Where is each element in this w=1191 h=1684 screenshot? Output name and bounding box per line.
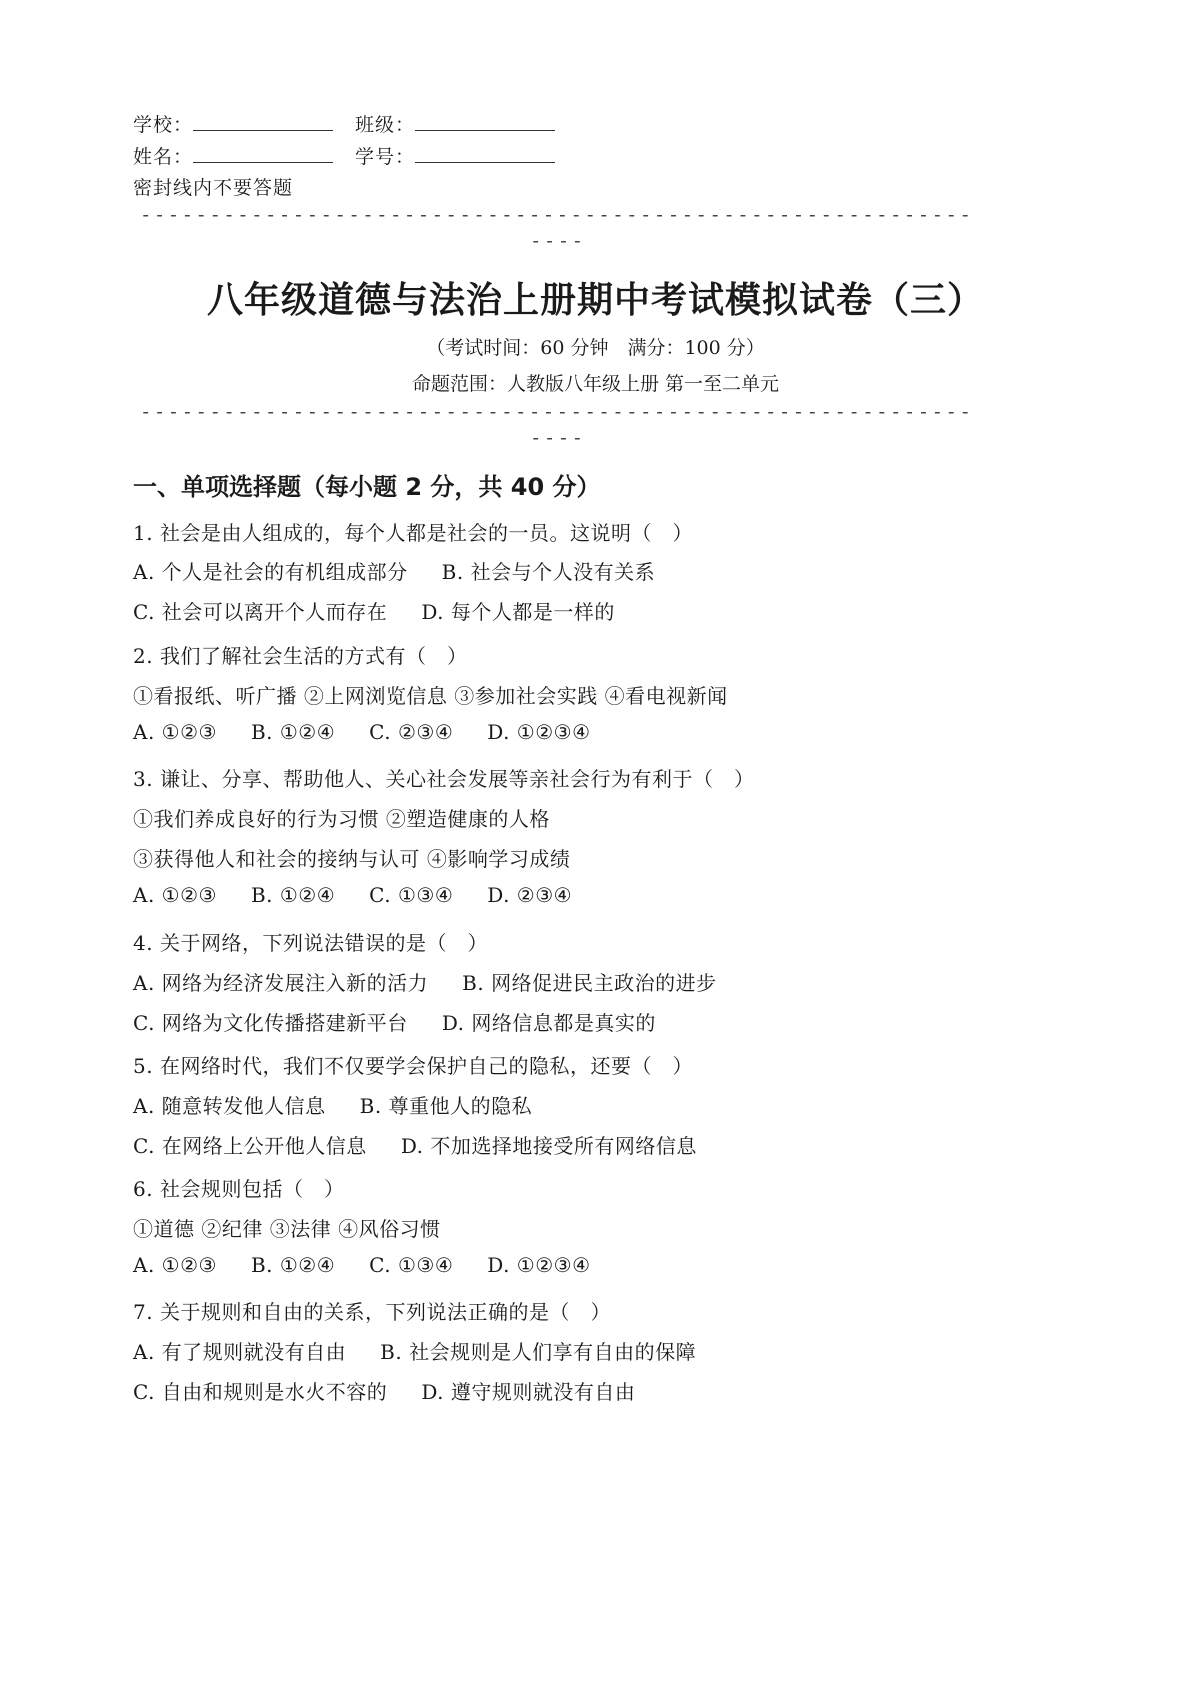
option-c[interactable]: C. ①③④ xyxy=(369,1253,454,1277)
question-1-options-row-2 xyxy=(133,596,615,625)
question-2-items: ①看报纸、听广播 ②上网浏览信息 ③参加社会实践 ④看电视新闻 xyxy=(133,684,728,708)
seal-dash-line: ------------------------------------------------------------ xyxy=(140,204,974,226)
question-7-options-row-1 xyxy=(133,1336,696,1365)
question-3-items-2: ③获得他人和社会的接纳与认可 ④影响学习成绩 xyxy=(133,847,571,871)
question-1-options-row-1 xyxy=(133,556,655,585)
question-7-options-row-2 xyxy=(133,1376,635,1405)
question-4-stem: 4. 关于网络，下列说法错误的是（ ） xyxy=(133,931,488,955)
option-b[interactable]: B. ①②④ xyxy=(250,1253,336,1277)
question-1-stem: 1. 社会是由人组成的，每个人都是社会的一员。这说明（ ） xyxy=(133,521,693,545)
name-label: 姓名： xyxy=(133,146,194,168)
exam-time-score: （考试时间：60 分钟 满分：100 分） xyxy=(426,337,765,359)
question-5-stem: 5. 在网络时代，我们不仅要学会保护自己的隐私，还要（ ） xyxy=(133,1054,693,1078)
option-d[interactable]: D. ①②③④ xyxy=(487,1253,591,1277)
question-3-items-1: ①我们养成良好的行为习惯 ②塑造健康的人格 xyxy=(133,807,550,831)
question-4-options-row-2 xyxy=(133,1007,656,1036)
name-id-line xyxy=(133,142,577,169)
class-label: 班级： xyxy=(355,114,416,136)
divider-dash-line-tail: ---- xyxy=(530,427,586,449)
seal-note: 密封线内不要答题 xyxy=(133,177,294,199)
id-label: 学号： xyxy=(355,146,416,168)
name-blank[interactable] xyxy=(193,144,333,163)
option-b[interactable]: B. 尊重他人的隐私 xyxy=(359,1094,533,1118)
option-c[interactable]: C. ②③④ xyxy=(369,720,454,744)
option-a[interactable]: A. ①②③ xyxy=(133,883,217,907)
question-6-options xyxy=(133,1253,591,1277)
option-a[interactable]: A. 随意转发他人信息 xyxy=(133,1094,326,1118)
option-d[interactable]: D. 不加选择地接受所有网络信息 xyxy=(400,1134,697,1158)
option-d[interactable]: D. ②③④ xyxy=(487,883,573,907)
option-d[interactable]: D. 网络信息都是真实的 xyxy=(441,1011,656,1035)
option-d[interactable]: D. 遵守规则就没有自由 xyxy=(421,1380,636,1404)
exam-title: 八年级道德与法治上册期中考试模拟试卷（三） xyxy=(206,280,984,321)
option-a[interactable]: A. 个人是社会的有机组成部分 xyxy=(133,560,408,584)
option-c[interactable]: C. 网络为文化传播搭建新平台 xyxy=(133,1011,408,1035)
option-d[interactable]: D. 每个人都是一样的 xyxy=(421,600,615,624)
school-blank[interactable] xyxy=(193,112,333,131)
school-class-line xyxy=(133,110,577,137)
question-3-options xyxy=(133,883,572,907)
question-3-stem: 3. 谦让、分享、帮助他人、关心社会发展等亲社会行为有利于（ ） xyxy=(133,767,755,791)
option-c[interactable]: C. 在网络上公开他人信息 xyxy=(133,1134,367,1158)
id-blank[interactable] xyxy=(415,144,555,163)
exam-scope: 命题范围：人教版八年级上册 第一至二单元 xyxy=(411,373,780,395)
school-label: 学校： xyxy=(133,114,194,136)
question-2-stem: 2. 我们了解社会生活的方式有（ ） xyxy=(133,644,468,668)
section-heading: 一、单项选择题（每小题 2 分，共 40 分） xyxy=(133,473,601,501)
option-a[interactable]: A. ①②③ xyxy=(133,720,217,744)
question-4-options-row-1 xyxy=(133,967,717,996)
option-b[interactable]: B. ①②④ xyxy=(250,720,336,744)
question-6-items: ①道德 ②纪律 ③法律 ④风俗习惯 xyxy=(133,1217,441,1241)
option-c[interactable]: C. 自由和规则是水火不容的 xyxy=(133,1380,388,1404)
option-a[interactable]: A. ①②③ xyxy=(133,1253,217,1277)
option-c[interactable]: C. 社会可以离开个人而存在 xyxy=(133,600,388,624)
option-b[interactable]: B. 社会规则是人们享有自由的保障 xyxy=(380,1340,697,1364)
seal-dash-line-tail: ---- xyxy=(530,230,586,252)
divider-dash-line: ------------------------------------------------------------ xyxy=(140,401,974,423)
option-b[interactable]: B. 社会与个人没有关系 xyxy=(441,560,656,584)
class-blank[interactable] xyxy=(415,112,555,131)
option-a[interactable]: A. 有了规则就没有自由 xyxy=(133,1340,347,1364)
question-2-options xyxy=(133,720,591,744)
option-c[interactable]: C. ①③④ xyxy=(369,883,454,907)
option-b[interactable]: B. 网络促进民主政治的进步 xyxy=(462,971,717,995)
option-a[interactable]: A. 网络为经济发展注入新的活力 xyxy=(133,971,429,995)
option-d[interactable]: D. ①②③④ xyxy=(487,720,591,744)
question-7-stem: 7. 关于规则和自由的关系，下列说法正确的是（ ） xyxy=(133,1300,611,1324)
question-5-options-row-1 xyxy=(133,1090,532,1119)
question-5-options-row-2 xyxy=(133,1130,697,1159)
option-b[interactable]: B. ①②④ xyxy=(250,883,336,907)
question-6-stem: 6. 社会规则包括（ ） xyxy=(133,1177,345,1201)
